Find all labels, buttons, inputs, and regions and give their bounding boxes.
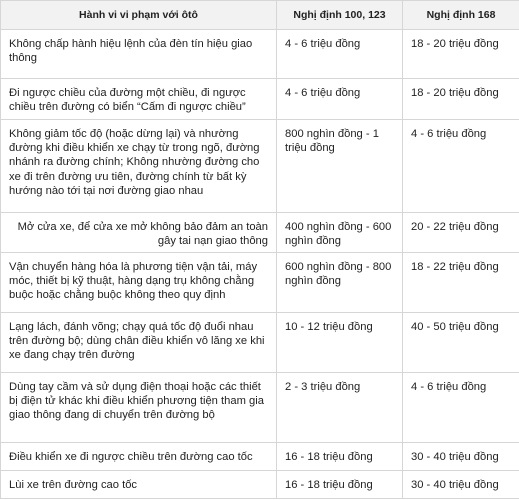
old-fine-cell: 2 - 3 triệu đồng (277, 373, 403, 443)
new-fine-cell: 18 - 22 triệu đồng (403, 253, 519, 313)
violation-cell: Lùi xe trên đường cao tốc (1, 471, 277, 499)
old-fine-cell: 16 - 18 triệu đồng (277, 471, 403, 499)
new-fine-cell: 18 - 20 triệu đồng (403, 30, 519, 79)
table-row (1, 213, 519, 253)
violation-cell: Đi ngược chiều của đường một chiều, đi ngược chiều trên đường có biển “Cấm đi ngược chiều” (1, 79, 277, 120)
old-fine-cell: 16 - 18 triệu đồng (277, 443, 403, 471)
new-fine-cell: 20 - 22 triệu đồng (403, 213, 519, 253)
header-violation: Hành vi vi phạm với ôtô (1, 1, 277, 30)
new-fine-cell: 30 - 40 triệu đồng (403, 471, 519, 499)
old-fine-cell: 4 - 6 triệu đồng (277, 79, 403, 120)
header-decree-100-123: Nghị định 100, 123 (277, 1, 403, 30)
old-fine-cell: 10 - 12 triệu đồng (277, 313, 403, 373)
violation-cell: Lạng lách, đánh võng; chạy quá tốc độ đuổi nhau trên đường bộ; dùng chân điều khiển vô lăng xe khi xe đang chạy trên đường (1, 313, 277, 373)
table-row (1, 120, 519, 213)
violation-cell: Không giảm tốc độ (hoặc dừng lại) và nhường đường khi điều khiển xe chạy từ trong ngõ, đường nhánh ra đường chính; Không nhường đường cho xe đi trên đường ưu tiên, đường chính từ bất kỳ hướng nào tới tại nơi đường giao nhau (1, 120, 277, 213)
table-row (1, 253, 519, 313)
violation-cell: Vận chuyển hàng hóa là phương tiện vận tải, máy móc, thiết bị kỹ thuật, hàng dạng trụ không chằng buộc hoặc chằng buộc không theo quy định (1, 253, 277, 313)
table-row (1, 471, 519, 499)
new-fine-cell: 4 - 6 triệu đồng (403, 120, 519, 213)
table-row (1, 373, 519, 443)
old-fine-cell: 600 nghìn đồng - 800 nghìn đồng (277, 253, 403, 313)
violation-cell: Mở cửa xe, để cửa xe mở không bảo đảm an toàn gây tai nạn giao thông (1, 213, 277, 253)
table-row (1, 313, 519, 373)
old-fine-cell: 800 nghìn đồng - 1 triệu đồng (277, 120, 403, 213)
table-row (1, 79, 519, 120)
new-fine-cell: 40 - 50 triệu đồng (403, 313, 519, 373)
old-fine-cell: 400 nghìn đồng - 600 nghìn đồng (277, 213, 403, 253)
violation-cell: Không chấp hành hiệu lệnh của đèn tín hiệu giao thông (1, 30, 277, 79)
old-fine-cell: 4 - 6 triệu đồng (277, 30, 403, 79)
table-header-row (1, 1, 519, 30)
table-row (1, 30, 519, 79)
violation-cell: Điều khiển xe đi ngược chiều trên đường cao tốc (1, 443, 277, 471)
header-decree-168: Nghị định 168 (403, 1, 519, 30)
new-fine-cell: 18 - 20 triệu đồng (403, 79, 519, 120)
violation-cell: Dùng tay cầm và sử dụng điện thoại hoặc các thiết bị điện tử khác khi điều khiển phương tiện tham gia giao thông đang di chuyển trên đường bộ (1, 373, 277, 443)
new-fine-cell: 4 - 6 triệu đồng (403, 373, 519, 443)
new-fine-cell: 30 - 40 triệu đồng (403, 443, 519, 471)
table-row (1, 443, 519, 471)
